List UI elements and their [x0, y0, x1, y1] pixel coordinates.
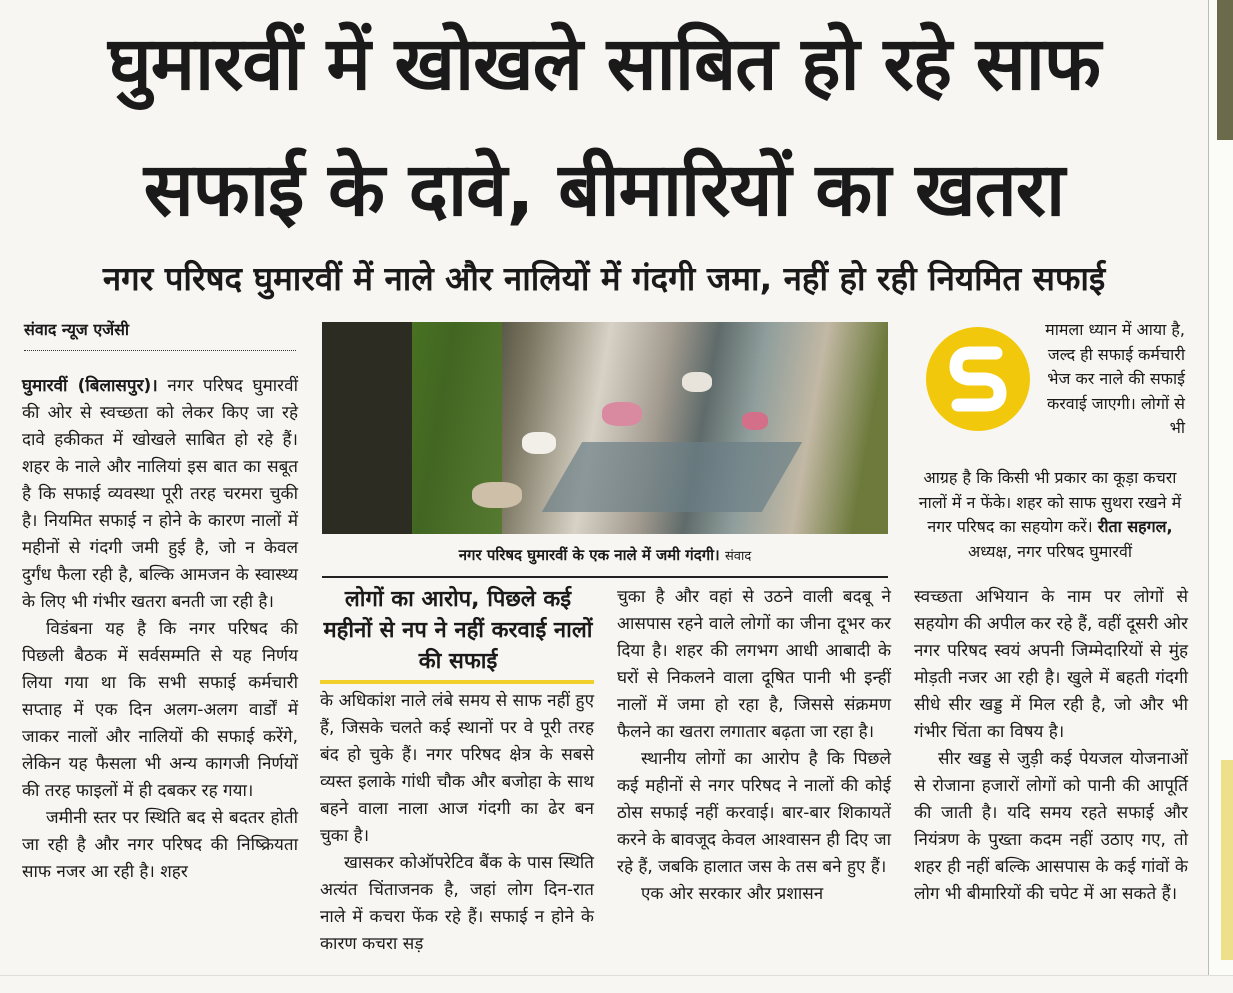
article-paragraph: एक ओर सरकार और प्रशासन	[641, 884, 824, 904]
headline-line-2: सफाई के दावे, बीमारियों का खतरा	[143, 147, 1065, 233]
subheadline: नगर परिषद घुमारवीं में नाले और नालियों में गंदगी जमा, नहीं हो रही नियमित सफाई	[102, 259, 1106, 298]
article-paragraph: चुका है और वहां से उठने वाली बदबू ने आसपास रहने वाले लोगों का जीना दूभर कर दिया है। शहर की लगभग आधी आबादी के घरों से निकलने वाला दूषित पानी भी इन्हीं नालों में जमा हो रहा है, जिससे संक्रमण फैलने का खतरा लगातार बढ़ता जा रहा है।	[617, 587, 891, 742]
quote-designation: अध्यक्ष, नगर परिषद घुमारवीं	[967, 541, 1133, 561]
article-paragraph: स्थानीय लोगों का आरोप है कि पिछले कई महीनों से नगर परिषद ने नालों की कोई ठोस सफाई नहीं करवाई। बार-बार शिकायतें करने के बावजूद केवल आश्वासन ही दिए जा रहे हैं, जबकि हालात जस के तस बने हुए हैं।	[617, 749, 891, 877]
pull-quote: लोगों का आरोप, पिछले कई महीनों से नप ने नहीं करवाई नालों की सफाई	[323, 587, 593, 674]
article-column-4	[914, 584, 1188, 908]
article-paragraph: विडंबना यह है कि नगर परिषद की पिछली बैठक में सर्वसम्मति से यह निर्णय लिया गया था कि सभी सफाई कर्मचारी सप्ताह में एक दिन अलग-अलग वार्डों में जाकर नालों और नालियों की सफाई करेंगे, लेकिन यह फैसला भी अन्य कागजी निर्णयों की तरह फाइलों में ही दबकर रह गया।	[22, 619, 298, 801]
article-paragraph: नगर परिषद घुमारवीं की ओर से स्वच्छता को लेकर किए जा रहे दावे हकीकत में खोखले साबित हो रहे हैं। शहर के नाले और नालियां इस बात का सबूत है कि सफाई व्यवस्था पूरी तरह चरमरा चुकी है। नियमित सफाई न होने के कारण नालों में महीनों से गंदगी जमी हुई है, जो न केवल दुर्गंध फैला रही है, बल्कि आमजन के स्वास्थ्य के लिए भी गंभीर खतरा बनती जा रही है।	[22, 376, 298, 612]
news-photo	[322, 322, 888, 534]
page-bottom-strip	[0, 975, 1233, 993]
quote-text-top: मामला ध्यान में आया है, जल्द ही सफाई कर्मचारी भेज कर नाले की सफाई करवाई जाएगी। लोगों से भी	[1045, 320, 1185, 437]
quote-author: रीता सहगल,	[1097, 517, 1173, 536]
article-column-3	[617, 584, 891, 908]
dateline: घुमारवीं (बिलासपुर)।	[22, 376, 158, 396]
byline-divider	[24, 350, 296, 351]
article-paragraph: के अधिकांश नाले लंबे समय से साफ नहीं हुए हैं, जिसके चलते कई स्थानों पर वे पूरी तरह बंद हो चुके हैं। नगर परिषद क्षेत्र के सबसे व्यस्त इलाके गांधी चौक और बजोहा के साथ बहने वाला नाला आज गंदगी का ढेर बन चुका है।	[320, 691, 594, 846]
caption-divider	[322, 576, 888, 578]
adjacent-page-edge	[1208, 0, 1233, 992]
photo-caption-text: नगर परिषद घुमारवीं के एक नाले में जमी गंदगी।	[458, 546, 720, 564]
article-column-2	[320, 688, 594, 958]
byline: संवाद न्यूज एजेंसी	[24, 320, 130, 339]
article-paragraph: खासकर कोऑपरेटिव बैंक के पास स्थिति अत्यंत चिंताजनक है, जहां लोग दिन-रात नाले में कचरा फेंक रहे हैं। सफाई न होने के कारण कचरा सड़	[320, 853, 594, 954]
photo-caption	[322, 545, 888, 565]
quote-text-bottom	[912, 466, 1188, 564]
pull-quote-underline	[320, 680, 594, 684]
photo-credit: संवाद	[724, 549, 752, 564]
headline-line-1: घुमारवीं में खोखले साबित हो रहे साफ	[107, 21, 1100, 107]
article-column-1	[22, 373, 298, 886]
article-paragraph: स्वच्छता अभियान के नाम पर लोगों से सहयोग की अपील कर रहे हैं, वहीं दूसरी ओर नगर परिषद स्वयं अपनी जिम्मेदारियों से मुंह मोड़ती नजर आ रही है। खुले में बहती गंदगी सीधे सीर खड्ड में मिल रही है, जो और भी गंभीर चिंता का विषय है।	[914, 587, 1188, 742]
article-paragraph: सीर खड्ड से जुड़ी कई पेयजल योजनाओं से रोजाना हजारों लोगों को पानी की आपूर्ति की जाती है। यदि समय रहते सफाई और नियंत्रण के पुख्ता कदम नहीं उठाए गए, तो शहर ही नहीं बल्कि आसपास के कई गांवों के लोग भी बीमारियों की चपेट में आ सकते हैं।	[914, 749, 1188, 904]
newspaper-logo-icon	[926, 327, 1030, 431]
article-paragraph: जमीनी स्तर पर स्थिति बद से बदतर होती जा रही है और नगर परिषद की निष्क्रियता साफ नजर आ रही है। शहर	[22, 808, 298, 882]
quote-body: आग्रह है कि किसी भी प्रकार का कूड़ा कचरा नालों में न फेंके। शहर को साफ सुथरा रखने में नगर परिषद का सहयोग करें।	[918, 468, 1182, 536]
